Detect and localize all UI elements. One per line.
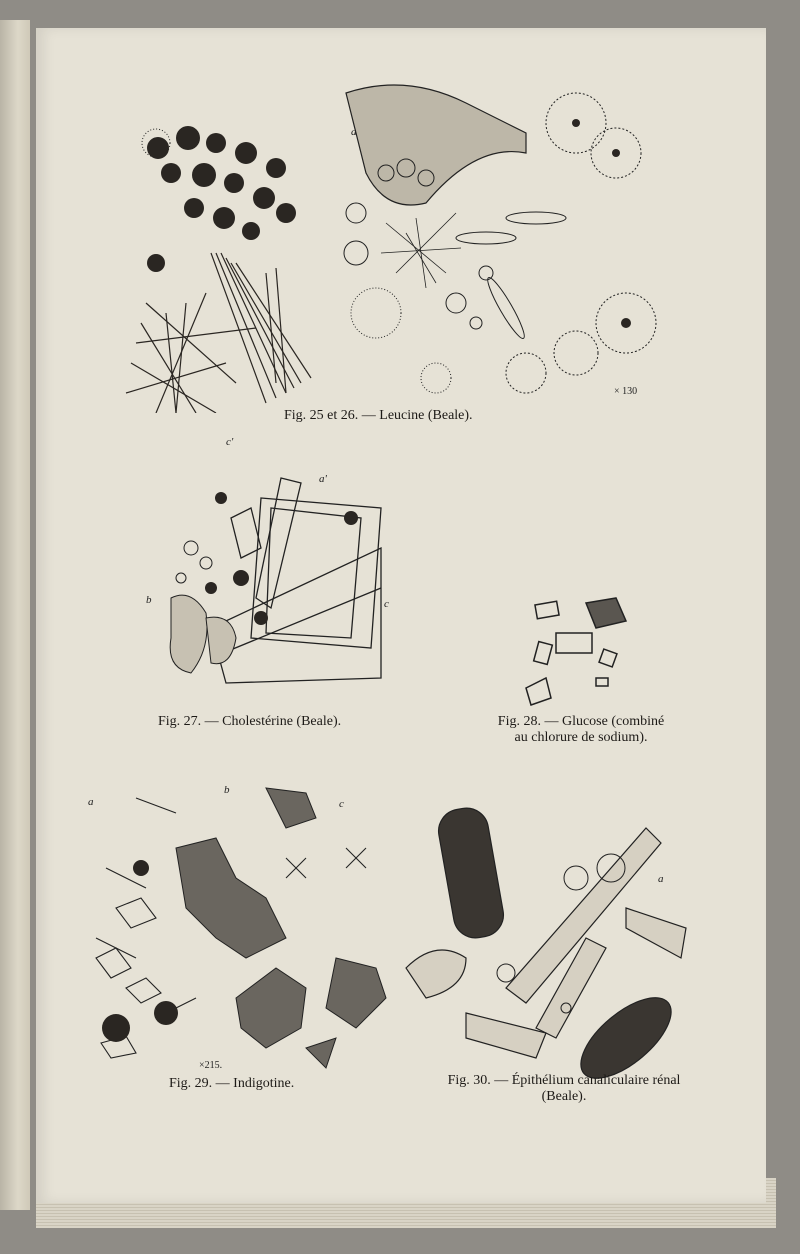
fig27-label-c1: c' [226,436,234,448]
fig29-indigotine-drawing [66,758,396,1078]
fig28-caption [466,714,696,746]
fig29-label-b: b [224,784,230,796]
fig28-glucose-crystals [516,593,646,713]
fig27-cholesterine-drawing [151,438,401,688]
fig25-leucine-spheres [326,73,666,403]
book-page [36,28,766,1203]
fig30-caption [414,1073,714,1105]
fig27-label-c: c [384,598,389,610]
fig25-label-a: a [351,126,357,138]
fig29-label-c: c [339,798,344,810]
fig30-caption-line1: Fig. 30. — Épithélium canaliculaire rénal [447,1073,681,1088]
left-page-edge [0,20,30,1210]
fig30-label-a: a [658,873,664,885]
fig30-epithelium-drawing [396,788,696,1088]
fig30-caption-line2: (Beale). [541,1089,587,1104]
fig29-label-a: a [88,796,94,808]
fig28-caption-line2: au chlorure de sodium). [514,730,648,745]
fig25-caption: Fig. 25 et 26. — Leucine (Beale). [284,408,473,423]
fig27-label-b: b [146,594,152,606]
fig28-caption-line1: Fig. 28. — Glucose (combiné [497,714,665,729]
fig25-scale: × 130 [614,386,638,397]
fig29-scale: ×215. [199,1060,223,1071]
fig29-caption: Fig. 29. — Indigotine. [169,1076,295,1091]
fig27-label-a1: a' [319,473,327,485]
fig27-caption: Fig. 27. — Cholestérine (Beale). [158,714,342,729]
fig25-leucine-needles [116,113,346,413]
